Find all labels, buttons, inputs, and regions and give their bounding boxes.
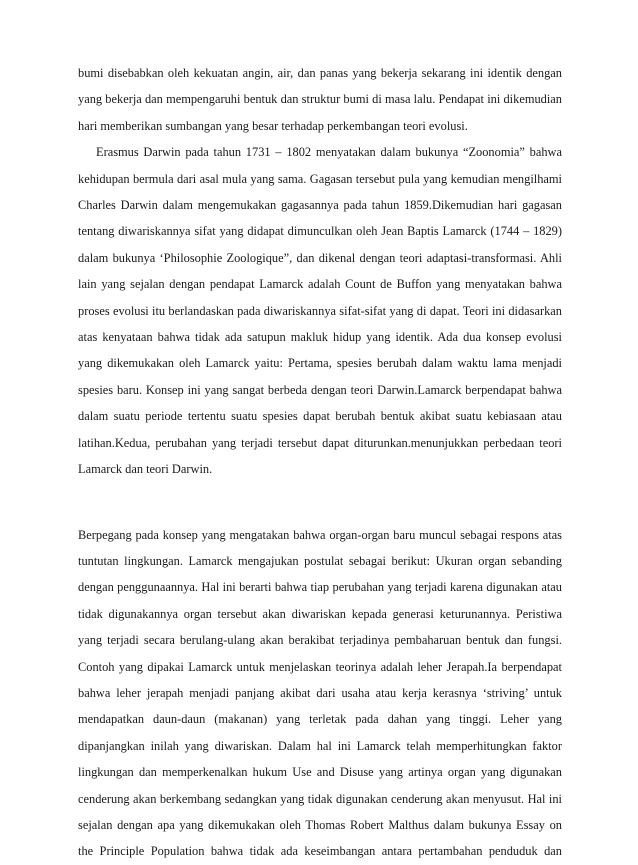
text-line: bahwa leher jerapah menjadi panjang akibat dari usaha atau kerja kerasnya ‘striving’ untuk [78, 685, 562, 700]
text-line: dipanjangkan inilah yang diwariskan. Dalam hal ini Lamarck telah memperhitungkan faktor [78, 738, 562, 753]
text-line: lingkungan dan memperkenalkan hukum Use and Disuse yang artinya organ yang digunakan [78, 765, 562, 780]
paragraph-1 [78, 60, 562, 139]
text-line: mendapatkan daun-daun (makanan) yang terletak pada dahan yang tinggi. Leher yang [78, 712, 562, 727]
text-line: Berpegang pada konsep yang mengatakan bahwa organ-organ baru muncul sebagai respons atas [78, 527, 562, 542]
text-line: atas kenyataan bahwa tidak ada satupun makluk hidup yang identik. Ada dua konsep evolusi [78, 330, 562, 345]
text-line: yang dikemukakan oleh Lamarck yaitu: Pertama, spesies berubah dalam waktu lama menjadi [78, 356, 562, 371]
text-line: tidak digunakannya organ tersebut akan diwariskan kepada generasi keturunannya. Peristiwa [78, 606, 562, 621]
text-line: tuntutan lingkungan. Lamarck mengajukan postulat sebagai berikut: Ukuran organ sebanding [78, 553, 562, 568]
text-line: the Principle Population bahwa tidak ada keseimbangan antara pertambahan penduduk dan [78, 844, 562, 859]
text-line: dengan penggunaannya. Hal ini berarti bahwa tiap perubahan yang terjadi karena digunakan atau [78, 580, 562, 595]
paragraph-spacer [78, 483, 562, 522]
text-line: tentang diwariskannya sifat yang didapat dimunculkan oleh Jean Baptis Lamarck (1744 – 1829) [78, 224, 562, 239]
paragraph-2 [78, 139, 562, 482]
text-line: yang terjadi secara berulang-ulang akan berakibat terjadinya pembaharuan bentuk dan fungsi. [78, 633, 562, 648]
text-line: dalam suatu periode tertentu suatu spesies dapat berubah bentuk akibat suatu kebiasaan atau [78, 409, 562, 424]
text-line: dalam bukunya ‘Philosophie Zoologique”, dan dikenal dengan teori adaptasi-transformasi. Ahli [78, 250, 562, 265]
text-line: Lamarck dan teori Darwin. [78, 462, 213, 477]
text-line: sejalan dengan apa yang dikemukakan oleh Thomas Robert Malthus dalam bukunya Essay on [78, 817, 562, 832]
text-line: lain yang sejalan dengan pendapat Lamarck adalah Count de Buffon yang menyatakan bahwa [78, 277, 562, 292]
text-line: spesies baru. Konsep ini yang sangat berbeda dengan teori Darwin.Lamarck berpendapat bahwa [78, 382, 562, 397]
text-line: bumi disebabkan oleh kekuatan angin, air, dan panas yang bekerja sekarang ini identik dengan [78, 66, 562, 80]
text-line: kehidupan bermula dari asal mula yang sama. Gagasan tersebut pula yang kemudian mengilhami [78, 171, 562, 186]
paragraph-3 [78, 522, 562, 865]
text-line: cenderung akan berkembang sedangkan yang tidak digunakan cenderung akan menyusut. Hal ini [78, 791, 562, 806]
text-line: latihan.Kedua, perubahan yang terjadi tersebut dapat diturunkan.menunjukkan perbedaan teori [78, 435, 562, 450]
document-body [78, 60, 562, 865]
text-line: Charles Darwin dalam mengemukakan gagasannya pada tahun 1859.Dikemudian hari gagasan [78, 198, 562, 213]
text-line: hari memberikan sumbangan yang besar terhadap perkembangan teori evolusi. [78, 118, 468, 133]
text-line: proses evolusi itu berlandaskan pada diwariskannya sifat-sifat yang di dapat. Teori ini didasarkan [78, 303, 562, 318]
text-line: Erasmus Darwin pada tahun 1731 – 1802 menyatakan dalam bukunya “Zoonomia” bahwa [96, 145, 562, 160]
text-line: yang bekerja dan mempengaruhi bentuk dan struktur bumi di masa lalu. Pendapat ini dikemudian [78, 92, 562, 107]
text-line: Contoh yang dipakai Lamarck untuk menjelaskan teorinya adalah leher Jerapah.Ia berpendapat [78, 659, 562, 674]
